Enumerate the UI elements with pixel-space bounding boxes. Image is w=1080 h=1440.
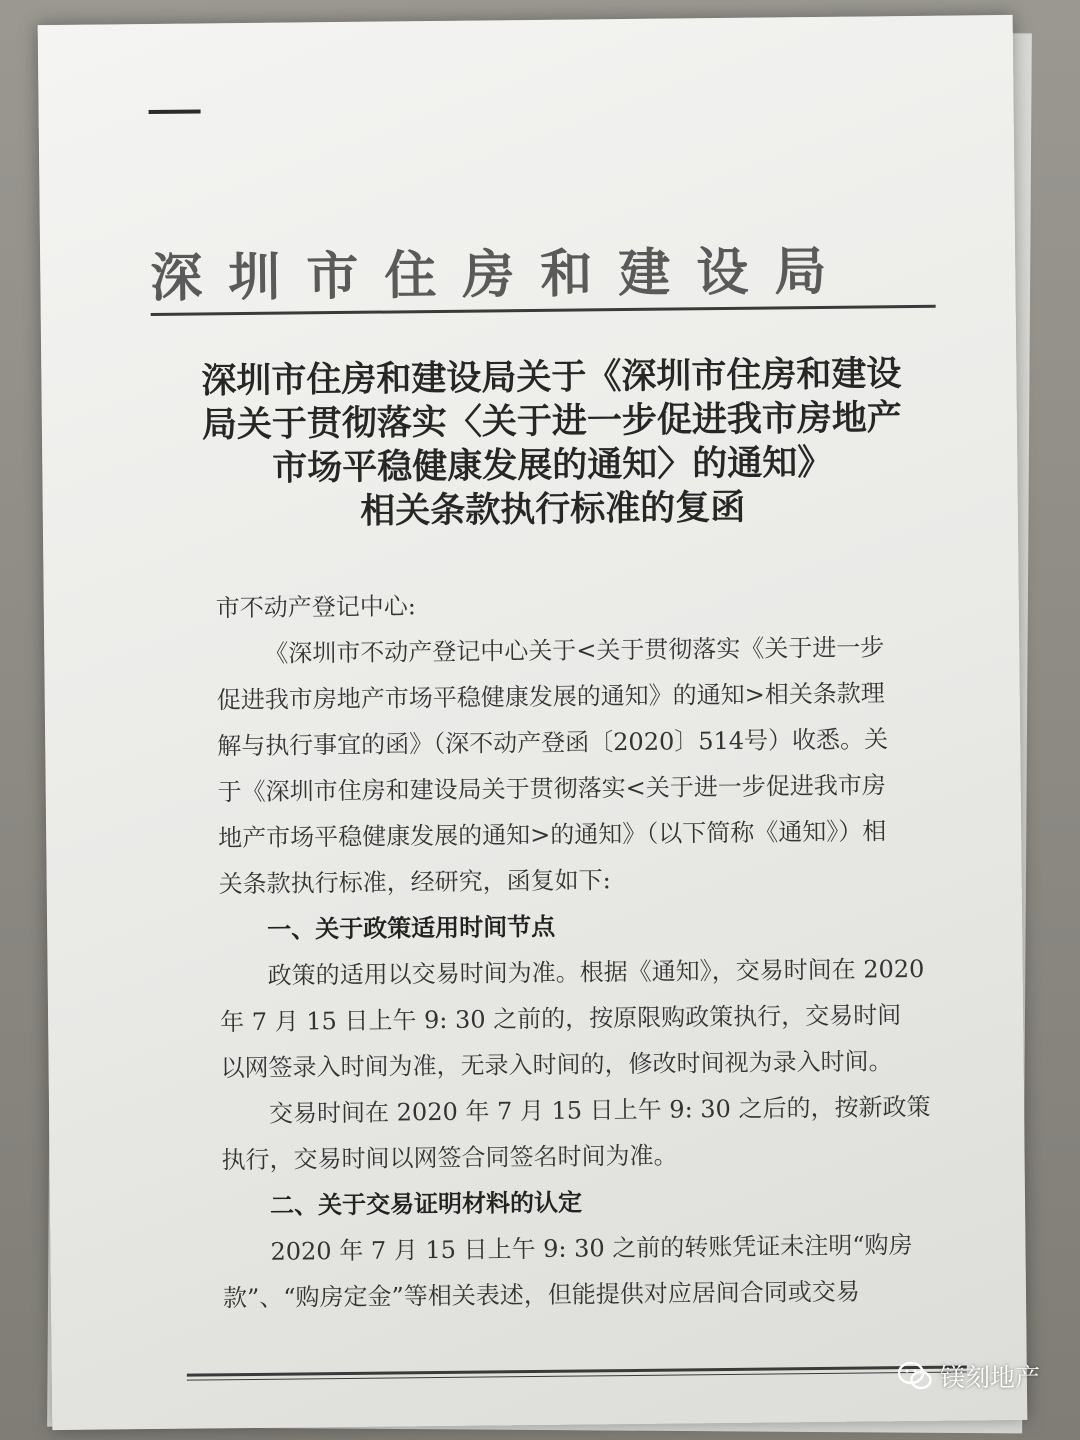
addressee: 市不动产登记中心:: [215, 592, 417, 623]
body-line: 政策的适用以交易时间为准。根据《通知》，交易时间在 2020: [267, 954, 925, 990]
section-heading: 一、关于政策适用时间节点: [266, 911, 556, 944]
title-line: 市场平稳健康发展的通知〉的通知》: [272, 441, 833, 489]
body-line: 促进我市房地产市场平稳健康发展的通知》的通知>相关条款理: [216, 679, 885, 715]
body-line: 交易时间在 2020 年 7 月 15 日上午 9: 30 之后的，按新政策: [268, 1092, 931, 1128]
body-line: 关条款执行标准，经研究，函复如下:: [218, 866, 611, 899]
watermark-text: 镁刻地产: [939, 1363, 1040, 1392]
body-line: 以网签录入时间为准，无录入时间的，修改时间视为录入时间。: [220, 1047, 893, 1083]
letterhead: 深圳市住房和建设局: [150, 240, 853, 309]
title-line: 相关条款执行标准的复函: [360, 486, 746, 532]
body-line: 款”、“购房定金”等相关表述，但能提供对应居间合同或交易: [222, 1277, 860, 1313]
wechat-icon: [898, 1361, 932, 1391]
body-line: 解与执行事宜的函》（深不动产登函〔2020〕514号）收悉。关: [217, 725, 889, 761]
body-line: 2020 年 7 月 15 日上午 9: 30 之前的转账凭证未注明“购房: [270, 1231, 913, 1266]
body-line: 《深圳市不动产登记中心关于<关于贯彻落实《关于进一步: [264, 633, 885, 668]
body-line: 于《深圳市住房和建设局关于贯彻落实<关于进一步促进我市房: [217, 771, 886, 807]
watermark: [898, 1358, 1040, 1394]
title-line: 深圳市住房和建设局关于《深圳市住房和建设: [201, 353, 902, 402]
body-line: 执行，交易时间以网签合同签名时间为准。: [221, 1141, 678, 1175]
document-page: [38, 15, 1028, 1430]
document-title: [151, 352, 953, 536]
section-heading: 二、关于交易证明材料的认定: [269, 1187, 583, 1220]
document-body: [216, 578, 944, 1321]
body-line: 年 7 月 15 日上午 9: 30 之前的，按原限购政策执行，交易时间: [219, 1001, 902, 1037]
title-line: 局关于贯彻落实〈关于进一步促进我市房地产: [201, 397, 903, 446]
dash-mark: [149, 109, 201, 114]
body-line: 地产市场平稳健康发展的通知>的通知》（以下简称《通知》）相: [218, 817, 887, 853]
